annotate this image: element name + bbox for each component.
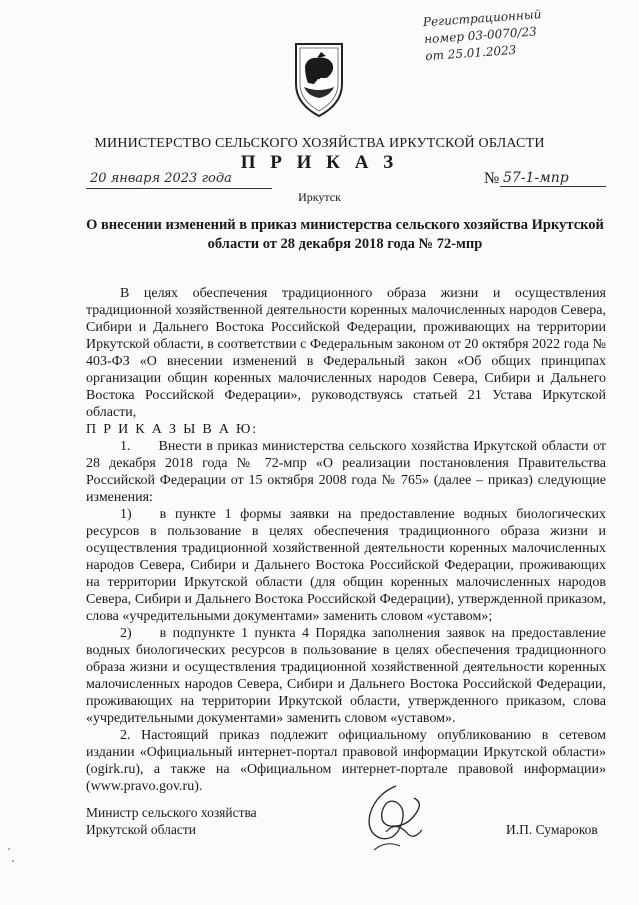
number-label: №	[484, 170, 500, 187]
handwritten-date: 20 января 2023 года	[90, 171, 232, 186]
position-line-1: Министр сельского хозяйства	[86, 805, 257, 820]
item-1-1-paragraph: 1) в пункте 1 формы заявки на предоставление водных биологических ресурсов в пользование в целях обеспечения традиционного образа жизни и осуществления традиционной хозяйственной деятельности коренных малочисленных народов Севера, Сибири и Дальнего Востока Российской Федерации, проживающих на территории Иркутской области (для общин коренных малочисленных народов Севера, Сибири и Дальнего Востока Российской Федерации), утвержденной приказом, слова «учредительными документами» заменить словом «уставом»;	[86, 507, 606, 624]
scan-speck	[12, 860, 14, 862]
scan-speck	[8, 848, 10, 850]
handwritten-signature	[356, 780, 436, 855]
item-1-2-paragraph: 2) в подпункте 1 пункта 4 Порядка заполнения заявок на предоставление водных биологических ресурсов в пользование в целях обеспечения традиционного образа жизни и осуществления традиционной хозяйственной деятельности коренных малочисленных народов Севера, Сибири и Дальнего Востока Российской Федерации, проживающих на территории Иркутской области, утвержденного приказом, слова «учредительными документами» заменить словом «уставом».	[86, 626, 606, 726]
city-label: Иркутск	[298, 190, 341, 204]
registration-line-1: Регистрационный	[422, 7, 542, 30]
coat-of-arms-emblem	[290, 42, 348, 118]
position-line-2: Иркутской области	[86, 822, 197, 837]
signatory-position	[86, 804, 257, 838]
document-type: П Р И К А З	[240, 152, 399, 173]
document-title: О внесении изменений в приказ министерства сельского хозяйства Иркутской области от 28 декабря 2018 года № 72-мпр	[86, 217, 604, 252]
item-1-paragraph: 1. Внести в приказ министерства сельского хозяйства Иркутской области от 28 декабря 2018 года № 72-мпр «О реализации постановления Правительства Российской Федерации от 15 октября 2008 года № 765» (далее – приказ) следующие изменения:	[86, 439, 606, 505]
registration-line-2: номер 03-0070/23	[423, 24, 538, 47]
signatory-name: И.П. Сумароков	[506, 822, 598, 837]
number-underline	[500, 186, 606, 187]
handwritten-number: 57-1-мпр	[503, 170, 569, 186]
order-heading: П Р И К А З Ы В А Ю:	[86, 422, 258, 437]
preamble-paragraph: В целях обеспечения традиционного образа жизни и осуществления традиционной хозяйственной деятельности коренных малочисленных народов Севера, Сибири и Дальнего Востока Российской Федерации, проживающих на территории Иркутской области, в соответствии с Федеральным законом от 20 октября 2022 года № 403-ФЗ «О внесении изменений в Федеральный закон «Об общих принципах организации общин коренных малочисленных народов Севера, Сибири и Дальнего Востока Российской Федерации», руководствуясь статьей 21 Устава Иркутской области,	[86, 286, 606, 420]
document-body	[86, 285, 606, 795]
item-2-paragraph: 2. Настоящий приказ подлежит официальному опубликованию в сетевом издании «Официальный интернет-портал правовой информации Иркутской области» (ogirk.ru), а также на «Официальном интернет-портале правовой информации» (www.pravo.gov.ru).	[86, 728, 606, 794]
registration-line-3: от 25.01.2023	[424, 42, 517, 64]
ministry-name: МИНИСТЕРСТВО СЕЛЬСКОГО ХОЗЯЙСТВА ИРКУТСКОЙ ОБЛАСТИ	[94, 136, 545, 151]
registration-note	[422, 2, 605, 65]
